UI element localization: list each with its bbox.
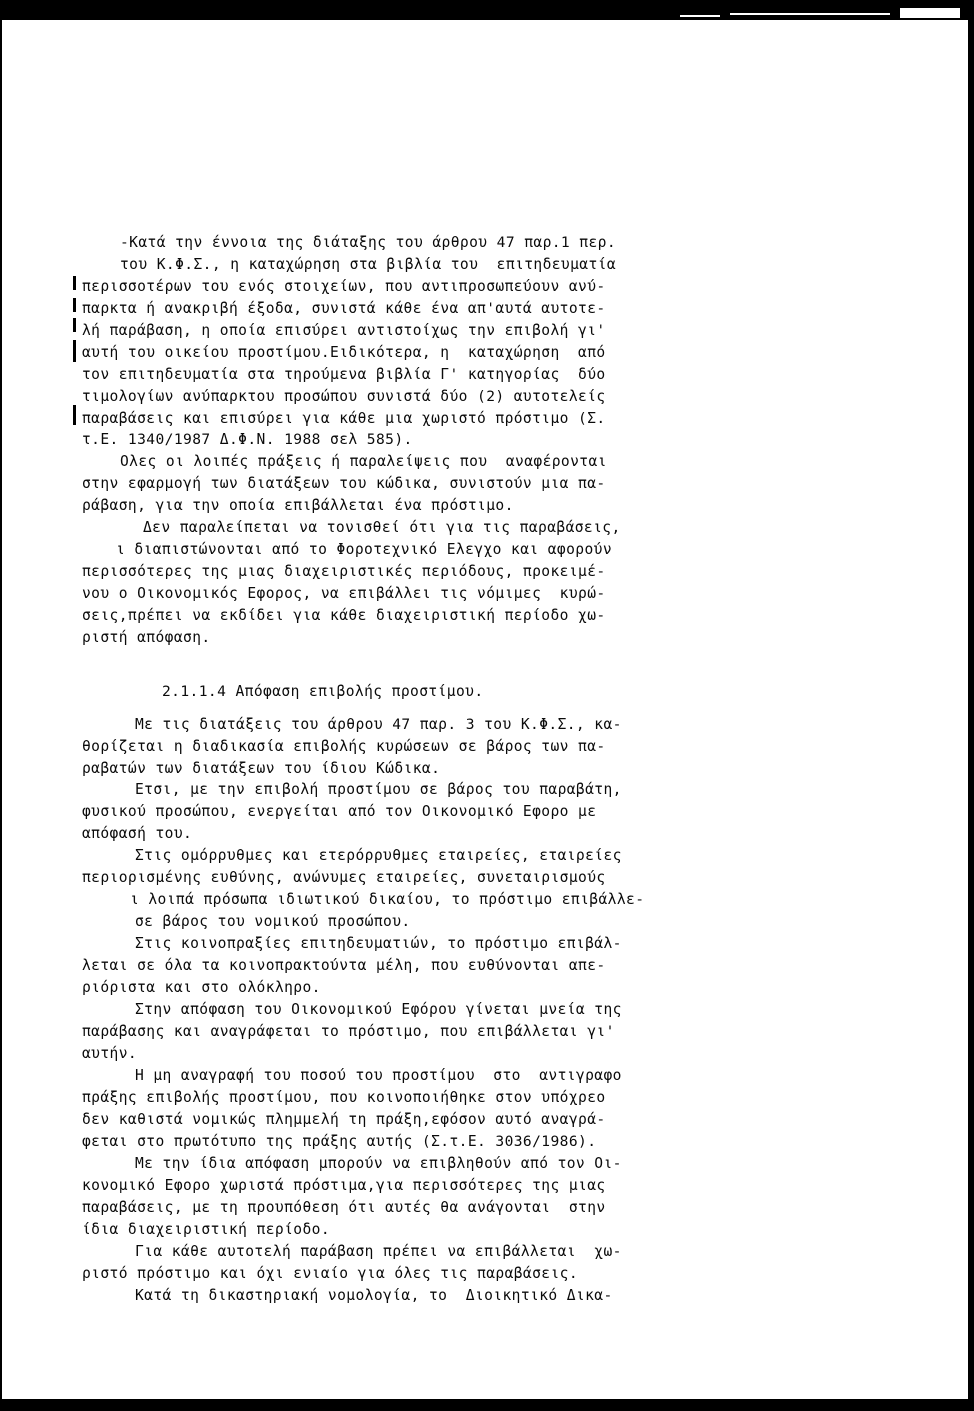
text-line: θορίζεται η διαδικασία επιβολής κυρώσεων σε βάρος των πα- bbox=[82, 738, 606, 755]
text-line: περισσότερες της μιας διαχειριστικές περιόδους, προκειμέ- bbox=[82, 563, 606, 580]
text-line: τ.Ε. 1340/1987 Δ.Φ.Ν. 1988 σελ 585). bbox=[82, 431, 413, 448]
text-line: πράξης επιβολής προστίμου, που κοινοποιήθηκε στον υπόχρεο bbox=[82, 1089, 606, 1106]
margin-mark bbox=[73, 298, 76, 312]
text-line: αυτή του οικείου προστίμου.Ειδικότερα, η καταχώρηση από bbox=[82, 344, 606, 361]
margin-mark bbox=[73, 318, 76, 332]
text-line: ριόριστα και στο ολόκληρο. bbox=[82, 979, 321, 996]
text-line: τον επιτηδευματία στα τηρούμενα βιβλία Γ' κατηγορίας δύο bbox=[82, 366, 606, 383]
text-line: Η μη αναγραφή του ποσού του προστίμου στο αντιγραφο bbox=[135, 1067, 622, 1084]
scan-left-edge bbox=[0, 0, 2, 1411]
text-line: τιμολογίων ανύπαρκτου προσώπου συνιστά δύο (2) αυτοτελείς bbox=[82, 388, 606, 405]
text-line: νου ο Οικονομικός Εφορος, να επιβάλλει τις νόμιμες κυρώ- bbox=[82, 585, 606, 602]
margin-mark bbox=[73, 340, 76, 362]
text-line: ι λοιπά πρόσωπα ιδιωτικού δικαίου, το πρόστιμο επιβάλλε- bbox=[130, 891, 645, 908]
text-line: ριστό πρόστιμο και όχι ενιαίο για όλες τις παραβάσεις. bbox=[82, 1265, 579, 1282]
text-line: Στις κοινοπραξίες επιτηδευματιών, το πρόστιμο επιβάλ- bbox=[135, 935, 622, 952]
text-line: ι διαπιστώνονται από το Φοροτεχνικό Ελεγχο και αφορούν bbox=[116, 541, 613, 558]
text-line: σεις,πρέπει να εκδίδει για κάθε διαχειριστική περίοδο χω- bbox=[82, 607, 606, 624]
text-line: Δεν παραλείπεται να τονισθεί ότι για τις παραβάσεις, bbox=[143, 519, 621, 536]
text-line: Κατά τη δικαστηριακή νομολογία, το Διοικητικό Δικα- bbox=[135, 1287, 613, 1304]
text-line: Με τις διατάξεις του άρθρου 47 παρ. 3 του Κ.Φ.Σ., κα- bbox=[135, 716, 622, 733]
scan-top-border bbox=[0, 0, 974, 20]
text-line: ριστή απόφαση. bbox=[82, 629, 211, 646]
text-line: Με την ίδια απόφαση μπορούν να επιβληθούν από τον Οι- bbox=[135, 1155, 622, 1172]
text-line: Στις ομόρρυθμες και ετερόρρυθμες εταιρείες, εταιρείες bbox=[135, 847, 622, 864]
text-line: λεται σε όλα τα κοινοπρακτούντα μέλη, που ευθύνονται απε- bbox=[82, 957, 606, 974]
text-line: Ολες οι λοιπές πράξεις ή παραλείψεις που αναφέρονται bbox=[120, 453, 607, 470]
text-line: περισσοτέρων του ενός στοιχείων, που αντιπροσωπεύουν ανύ- bbox=[82, 278, 606, 295]
text-line: φεται στο πρωτότυπο της πράξης αυτής (Σ.τ.Ε. 3036/1986). bbox=[82, 1133, 597, 1150]
text-line: ράβαση, για την οποία επιβάλλεται ένα πρόστιμο. bbox=[82, 497, 514, 514]
text-line: περιορισμένης ευθύνης, ανώνυμες εταιρείες, συνεταιρισμούς bbox=[82, 869, 606, 886]
text-line: ραβατών των διατάξεων του ίδιου Κώδικα. bbox=[82, 760, 441, 777]
text-line: στην εφαρμογή των διατάξεων του κώδικα, συνιστούν μια πα- bbox=[82, 475, 606, 492]
text-line: Για κάθε αυτοτελή παράβαση πρέπει να επιβάλλεται χω- bbox=[135, 1243, 622, 1260]
text-line: δεν καθιστά νομικώς πλημμελή τη πράξη,εφόσον αυτό αναγρά- bbox=[82, 1111, 606, 1128]
section-heading: 2.1.1.4 Απόφαση επιβολής προστίμου. bbox=[162, 683, 484, 700]
text-line: σε βάρος του νομικού προσώπου. bbox=[135, 913, 411, 930]
text-line: απόφασή του. bbox=[82, 825, 193, 842]
text-line: κονομικό Εφορο χωριστά πρόστιμα,για περισσότερες της μιας bbox=[82, 1177, 606, 1194]
text-line: του Κ.Φ.Σ., η καταχώρηση στα βιβλία του επιτηδευματία bbox=[120, 256, 617, 273]
text-line: παρκτα ή ανακριβή έξοδα, συνιστά κάθε ένα απ'αυτά αυτοτε- bbox=[82, 300, 606, 317]
text-line: αυτήν. bbox=[82, 1045, 138, 1062]
scan-right-edge bbox=[968, 0, 974, 1411]
text-line: παραβάσεις, με τη προυπόθεση ότι αυτές θα ανάγονται στην bbox=[82, 1199, 606, 1216]
text-line: Στην απόφαση του Οικονομικού Εφόρου γίνεται μνεία της bbox=[135, 1001, 622, 1018]
text-line: -Κατά την έννοια της διάταξης του άρθρου 47 παρ.1 περ. bbox=[120, 234, 617, 251]
text-line: ίδια διαχειριστική περίοδο. bbox=[82, 1221, 331, 1238]
text-line: παράβασης και αναγράφεται το πρόστιμο, που επιβάλλεται γι' bbox=[82, 1023, 615, 1040]
text-line: λή παράβαση, η οποία επισύρει αντιστοίχως την επιβολή γι' bbox=[82, 322, 606, 339]
margin-mark bbox=[73, 276, 76, 290]
scan-bottom-edge bbox=[0, 1399, 974, 1411]
text-line: φυσικού προσώπου, ενεργείται από τον Οικονομικό Εφορο με bbox=[82, 803, 597, 820]
text-line: παραβάσεις και επισύρει για κάθε μια χωριστό πρόστιμο (Σ. bbox=[82, 410, 606, 427]
margin-mark bbox=[73, 405, 76, 425]
text-line: Ετσι, με την επιβολή προστίμου σε βάρος του παραβάτη, bbox=[135, 781, 622, 798]
